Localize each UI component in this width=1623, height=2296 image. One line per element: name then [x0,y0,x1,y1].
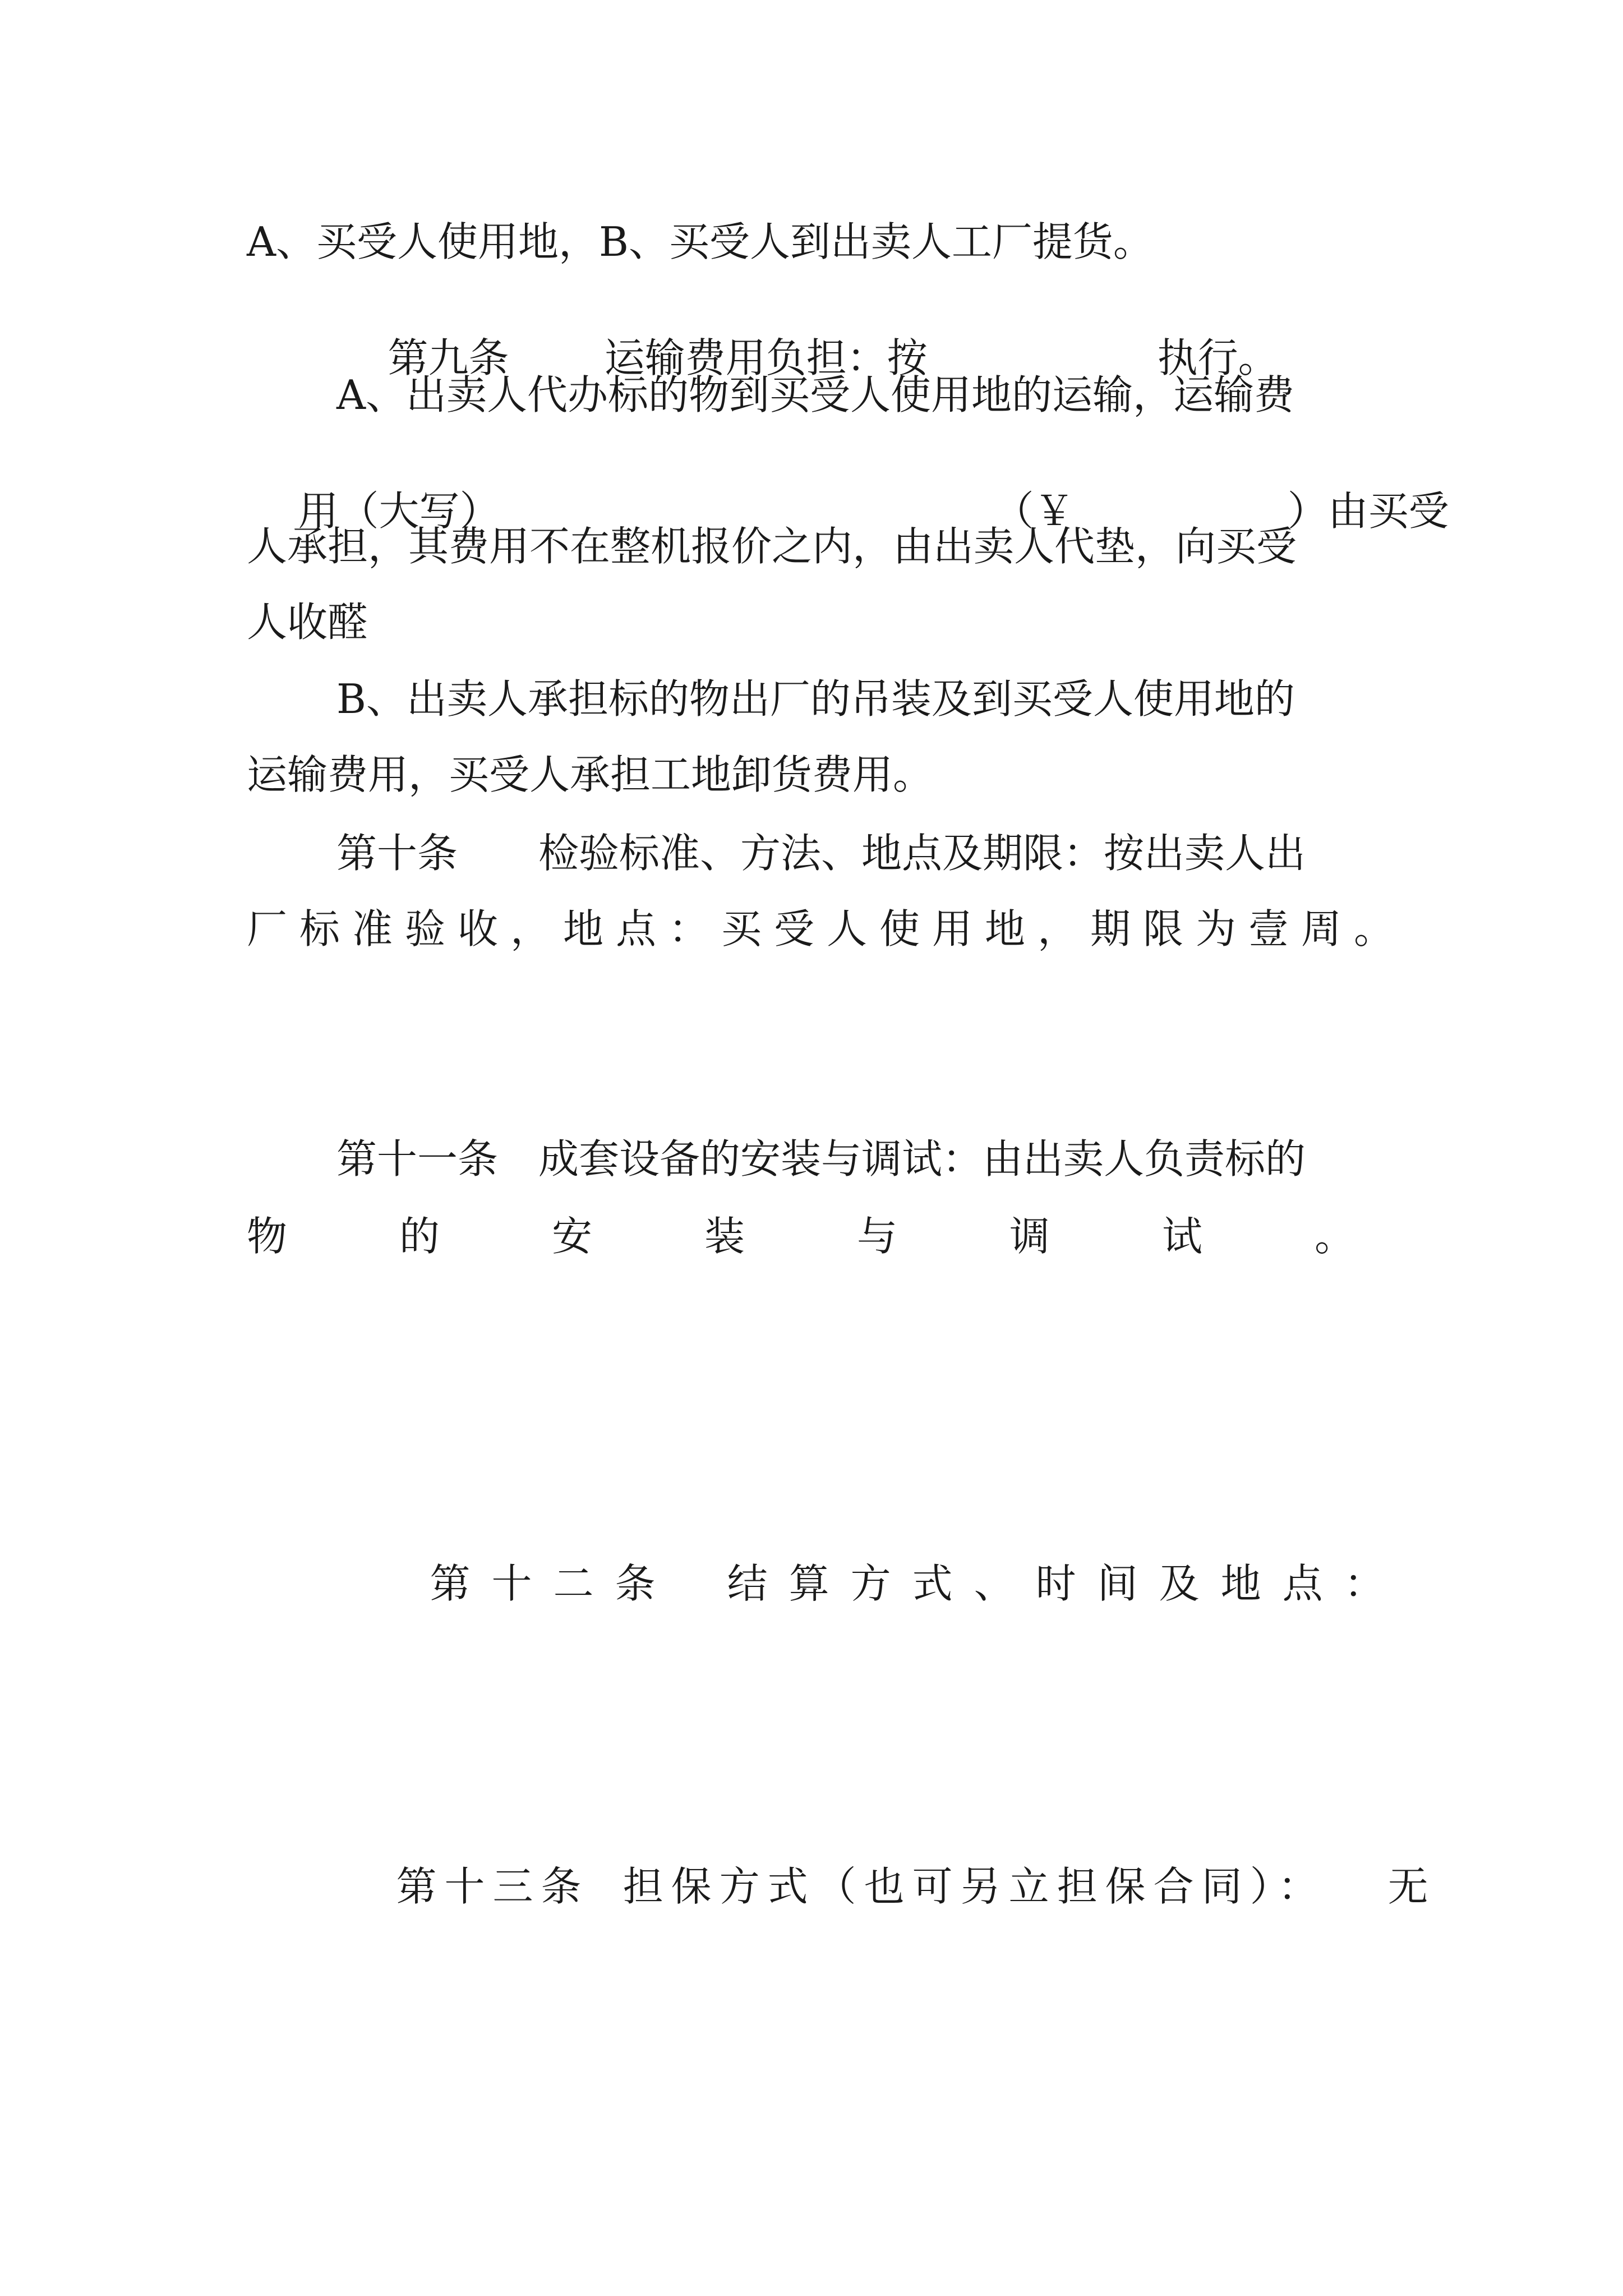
article-9-option-a-line-3: 人承担，其费用不在整机报价之内，由出卖人代垫，向买受 [247,523,1297,570]
article-12-heading [379,1523,1406,1607]
article-9-text: 运输费用负担：按 [604,334,928,381]
article-11-line-1: 第十一条 成套设备的安装与调试：由出卖人负责标的 [336,1135,1306,1182]
article-9-text-end: 执行。 [1157,334,1279,381]
article-9-heading [336,297,1279,381]
article-13-heading [345,1826,1428,1910]
article-10-line-2: 厂标准验收，地点：买受人使用地，期限为壹周。 [247,905,1407,953]
amount-figure-label: （￥ [993,487,1075,535]
delivery-location-options: A、买受人使用地，B、买受人到出卖人工厂提货。 [247,218,1154,265]
article-9-option-a-line-4: 人收醛 [247,599,368,646]
article-9-option-a-line-1: A、出卖人代办标的物到买受人使用地的运输，运输费 [336,371,1294,418]
article-13-text: 担保方式（也可另立担保合同）： [623,1863,1326,1910]
article-12-label: 第十二条 [430,1560,677,1607]
article-9-option-b-line-1: B、出卖人承担标的物出厂的吊装及到买受人使用地的 [336,675,1295,723]
article-13-value: 无 [1387,1863,1428,1910]
article-10-line-1: 第十条 检验标准、方法、地点及期限：按出卖人出 [336,830,1306,877]
amount-bearer-text: ）由买受 [1287,487,1449,535]
article-9-label: 第九条 [388,334,509,381]
article-9-option-b-line-2: 运输费用，买受人承担工地卸货费用。 [247,751,934,798]
article-9-option-a-line-2 [247,450,1449,535]
article-13-label: 第十三条 [396,1863,589,1910]
article-11-line-2: 物的安装与调试。 [247,1213,1468,1260]
article-12-text: 结算方式、时间及地点： [727,1560,1406,1607]
amount-words-label: 用（大写） [298,487,500,535]
